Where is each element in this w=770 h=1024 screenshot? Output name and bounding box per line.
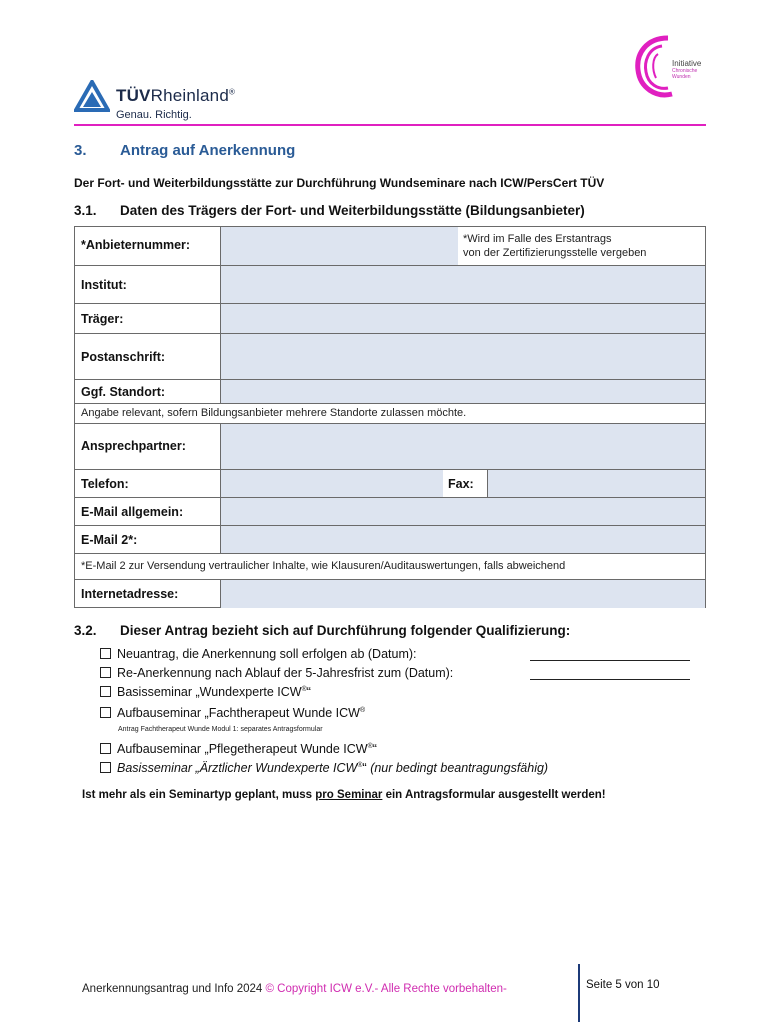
row-traeger <box>75 303 705 334</box>
basisseminar-checkbox[interactable] <box>100 686 111 697</box>
neuantrag-date-field[interactable] <box>530 660 690 661</box>
fax-field[interactable] <box>487 470 705 498</box>
row-email2-note <box>75 553 705 580</box>
initiative-swirl-icon <box>632 32 676 104</box>
brand-slogan: Genau. Richtig. <box>116 109 192 121</box>
section-3-heading: 3. Antrag auf Anerkennung <box>74 142 296 159</box>
standort-field[interactable] <box>220 380 705 404</box>
row-standort-note <box>75 403 705 424</box>
neuantrag-checkbox[interactable] <box>100 648 111 659</box>
section-31-heading: 3.1. Daten des Trägers der Fort- und Weiterbildungsstätte (Bildungsanbieter) <box>74 203 585 218</box>
reanerkennung-checkbox[interactable] <box>100 667 111 678</box>
tuv-triangle-icon <box>74 80 110 112</box>
option-pflegetherapeut[interactable]: Aufbauseminar „Pflegetherapeut Wunde ICW®“ <box>100 742 377 756</box>
email-label: E-Mail allgemein: <box>81 505 184 519</box>
email2-label: E-Mail 2*: <box>81 533 138 547</box>
postanschrift-field[interactable] <box>220 334 705 380</box>
standort-note: Angabe relevant, sofern Bildungsanbieter mehrere Standorte zulassen möchte. <box>81 407 467 419</box>
row-institut <box>75 265 705 304</box>
option-aerztlicher-wundexperte[interactable]: Basisseminar „Ärztlicher Wundexperte ICW®“ (nur bedingt beantragungsfähig) <box>100 761 548 775</box>
telefon-field[interactable] <box>220 470 443 498</box>
row-internet <box>75 579 705 608</box>
ansprechpartner-field[interactable] <box>220 424 705 470</box>
footer-left: Anerkennungsantrag und Info 2024 © Copyright ICW e.V.- Alle Rechte vorbehalten- <box>82 983 507 995</box>
telefon-label: Telefon: <box>81 477 129 491</box>
institut-field[interactable] <box>220 266 705 304</box>
initiative-sub: Chronische Wunden <box>672 68 698 80</box>
page-number: Seite 5 von 10 <box>586 979 660 991</box>
anbieternummer-field[interactable] <box>220 227 458 265</box>
option-fachtherapeut[interactable]: Aufbauseminar „Fachtherapeut Wunde ICW® <box>100 706 365 720</box>
tuv-logo <box>74 78 264 124</box>
email2-note: *E-Mail 2 zur Versendung vertraulicher Inhalte, wie Klausuren/Auditauswertungen, falls abweichend <box>81 560 566 572</box>
pflegetherapeut-checkbox[interactable] <box>100 743 111 754</box>
institut-label: Institut: <box>81 278 127 292</box>
fax-label: Fax: <box>448 477 474 491</box>
initiative-logo <box>632 32 712 104</box>
row-email <box>75 497 705 526</box>
postanschrift-label: Postanschrift: <box>81 350 166 364</box>
traeger-label: Träger: <box>81 312 124 326</box>
section-32-heading: 3.2. Dieser Antrag bezieht sich auf Durchführung folgender Qualifizierung: <box>74 623 571 638</box>
initiative-label: Initiative <box>672 59 702 68</box>
row-anbieternummer <box>75 227 705 265</box>
row-email2 <box>75 525 705 554</box>
fachtherapeut-note: Antrag Fachtherapeut Wunde Modul 1: separates Antragsformular <box>118 726 323 733</box>
ansprechpartner-label: Ansprechpartner: <box>81 439 186 453</box>
fachtherapeut-checkbox[interactable] <box>100 707 111 718</box>
footer-rule <box>578 964 580 1022</box>
row-postanschrift <box>75 333 705 380</box>
internet-field[interactable] <box>220 580 705 608</box>
traeger-field[interactable] <box>220 304 705 334</box>
anbieternummer-label: *Anbieternummer: <box>81 238 191 252</box>
email2-field[interactable] <box>220 526 705 554</box>
row-standort <box>75 379 705 404</box>
standort-label: Ggf. Standort: <box>81 385 166 399</box>
seminar-warning: Ist mehr als ein Seminartyp geplant, muss pro Seminar ein Antragsformular ausgestellt werden! <box>82 789 606 801</box>
email-field[interactable] <box>220 498 705 526</box>
row-telefon-fax <box>75 469 705 498</box>
option-basisseminar[interactable]: Basisseminar „Wundexperte ICW®“ <box>100 685 311 699</box>
option-neuantrag[interactable]: Neuantrag, die Anerkennung soll erfolgen ab (Datum): <box>100 647 417 661</box>
header-rule <box>74 124 706 126</box>
brand-name: TÜVRheinland® <box>116 86 236 105</box>
reanerkennung-date-field[interactable] <box>530 679 690 680</box>
anbieternummer-note: *Wird im Falle des Erstantrags von der Zertifizierungsstelle vergeben <box>463 233 647 259</box>
internet-label: Internetadresse: <box>81 587 179 601</box>
row-ansprechpartner <box>75 423 705 470</box>
section-3-lead: Der Fort- und Weiterbildungsstätte zur Durchführung Wundseminare nach ICW/PersCert TÜV <box>74 176 605 190</box>
option-reanerkennung[interactable]: Re-Anerkennung nach Ablauf der 5-Jahresfrist zum (Datum): <box>100 666 453 680</box>
provider-form <box>74 226 706 608</box>
aerztlicher-wundexperte-checkbox[interactable] <box>100 762 111 773</box>
